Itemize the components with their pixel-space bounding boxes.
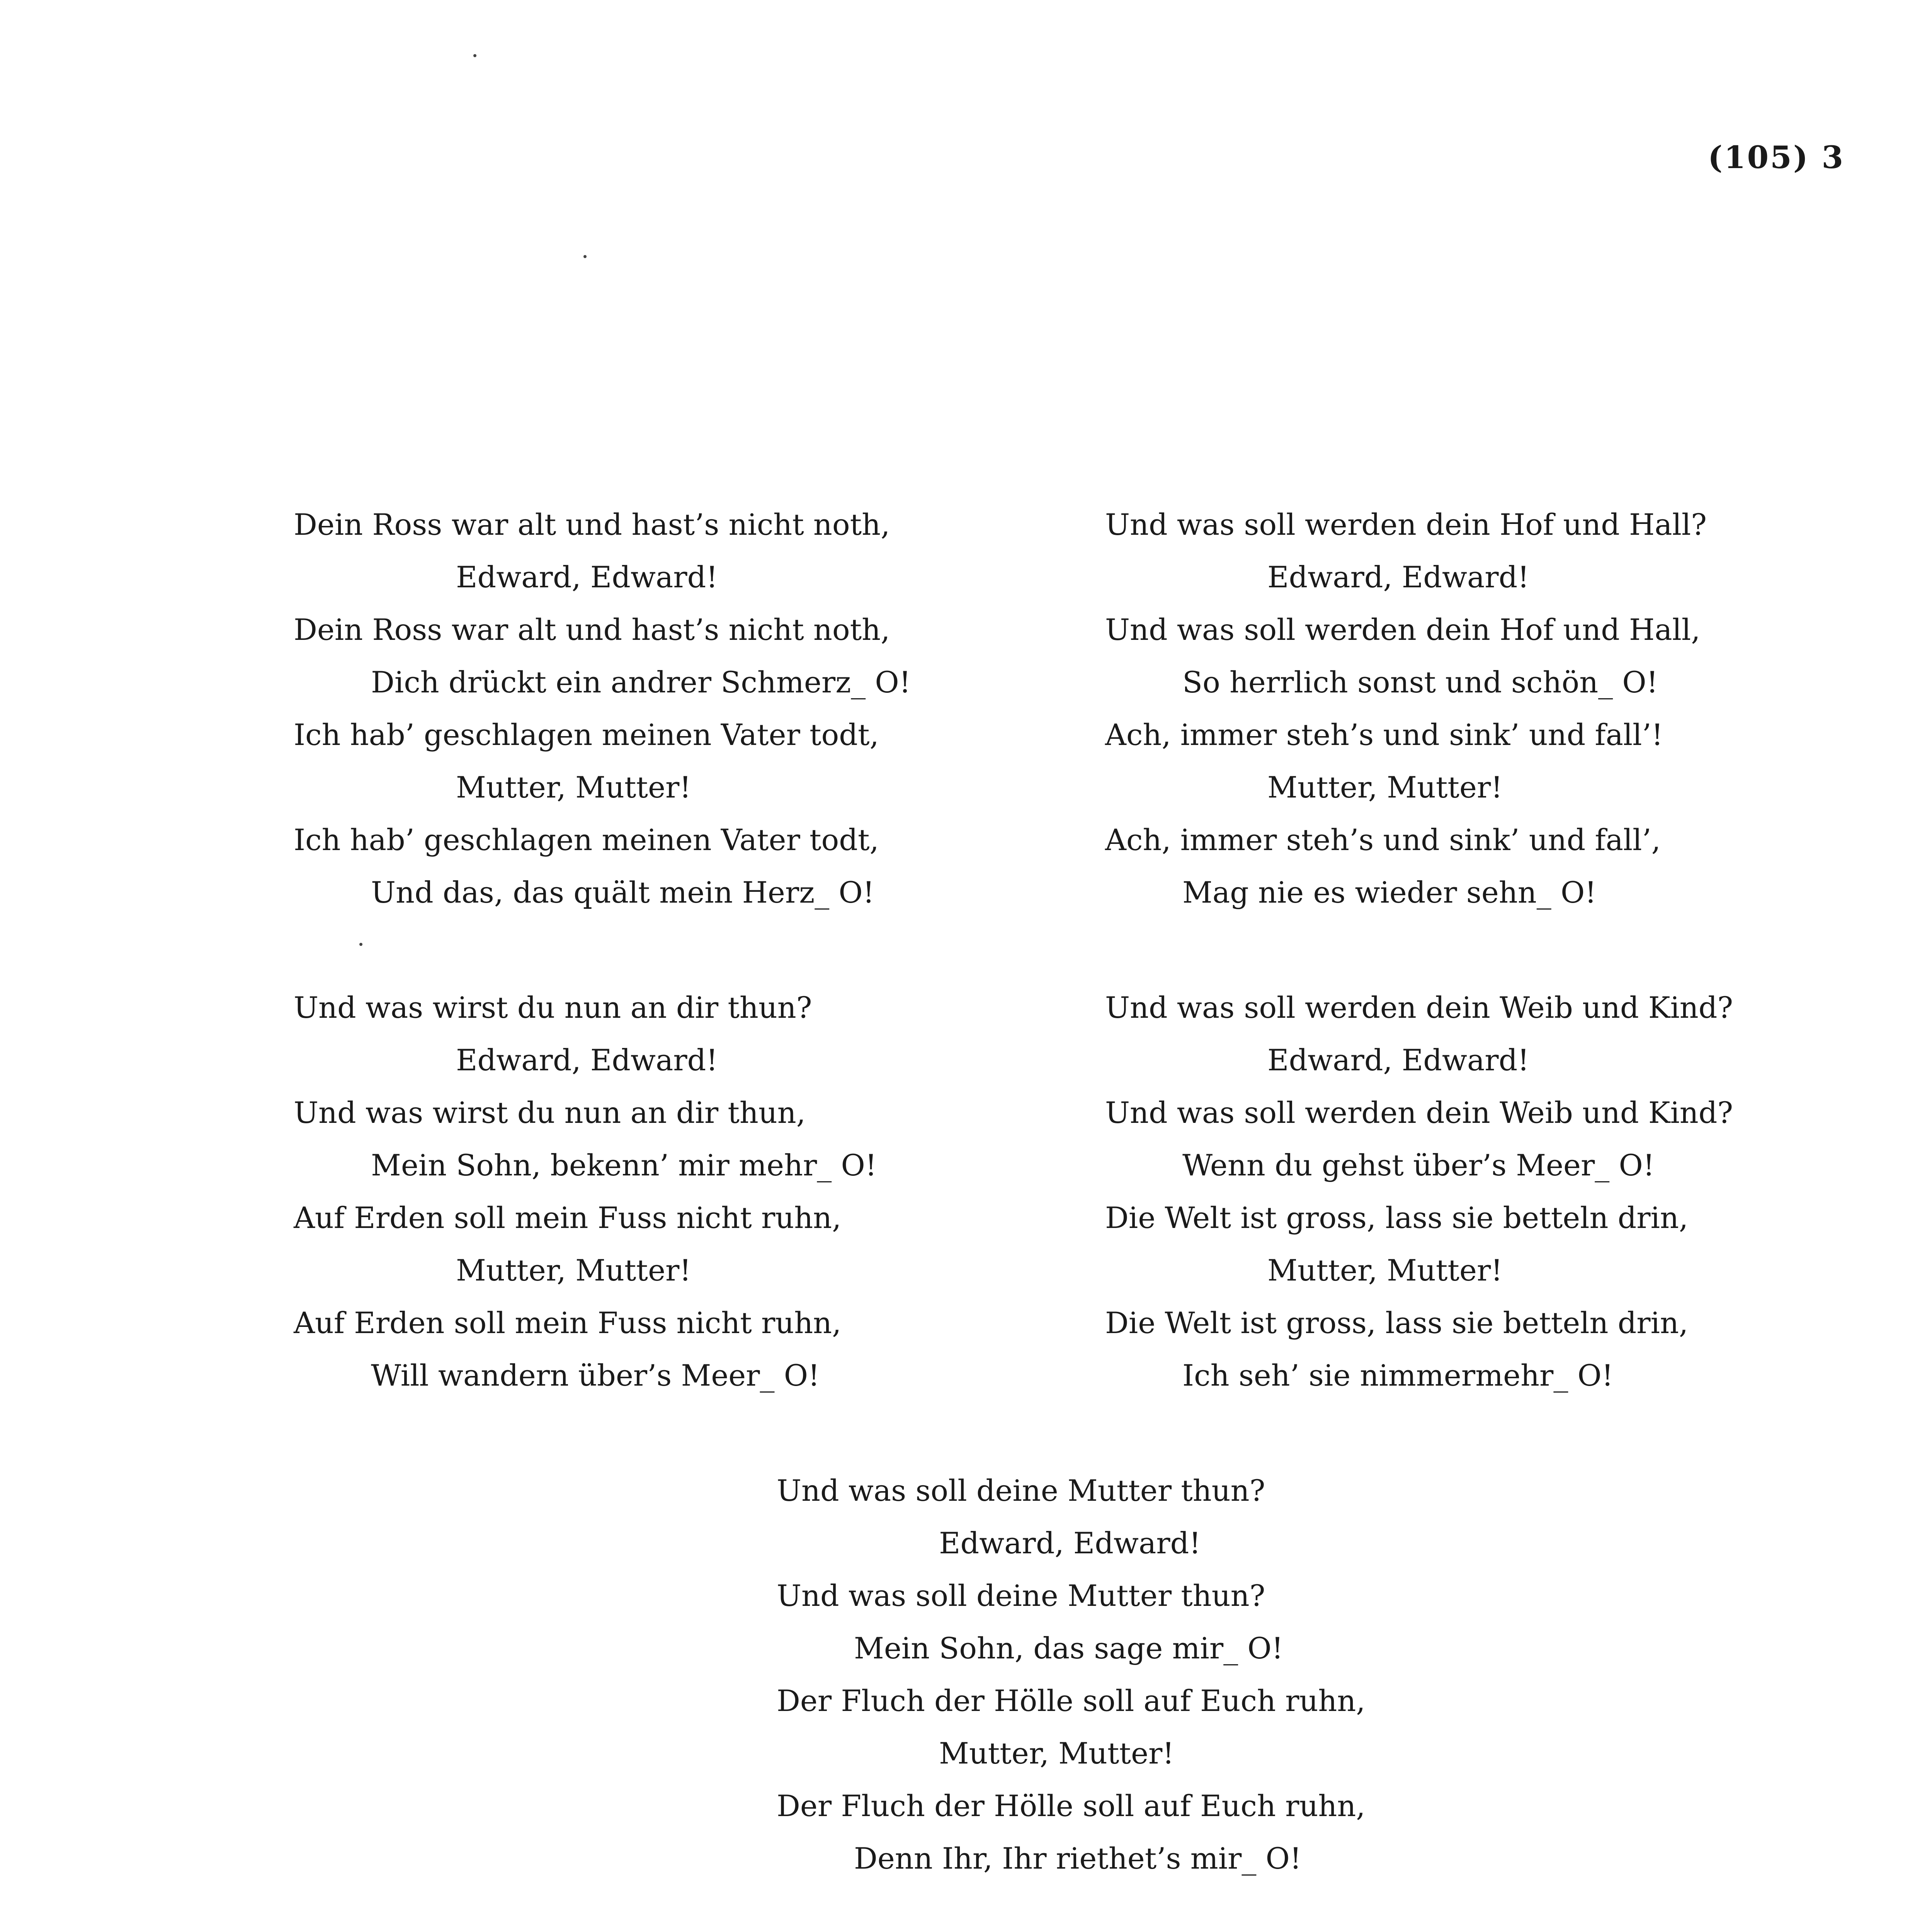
stanza-5 <box>777 1464 1365 1885</box>
verse-line: Dich drückt ein andrer Schmerz_ O! <box>371 665 911 699</box>
page-number: (105) 3 <box>1708 139 1845 175</box>
verse-line-refrain: Edward, Edward! <box>456 1043 718 1077</box>
verse-line-refrain: Edward, Edward! <box>456 560 718 594</box>
verse-line: Auf Erden soll mein Fuss nicht ruhn, <box>294 1306 842 1340</box>
verse-line: Und was soll werden dein Hof und Hall, <box>1105 612 1701 647</box>
verse-line-refrain: Edward, Edward! <box>1267 560 1529 594</box>
stanza-2 <box>294 981 877 1402</box>
verse-line-refrain: Mutter, Mutter! <box>1267 770 1503 804</box>
verse-line-refrain: Edward, Edward! <box>1267 1043 1529 1077</box>
paper-speck <box>583 255 587 258</box>
verse-line: Ich hab’ geschlagen meinen Vater todt, <box>294 718 879 752</box>
verse-line: Und was wirst du nun an dir thun? <box>294 990 812 1025</box>
verse-line: Der Fluch der Hölle soll auf Euch ruhn, <box>777 1684 1366 1718</box>
stanza-4 <box>1105 981 1733 1402</box>
verse-line-refrain: Mutter, Mutter! <box>456 1253 691 1287</box>
paper-speck <box>359 943 362 946</box>
verse-line: So herrlich sonst und schön_ O! <box>1182 665 1658 699</box>
verse-line: Und was wirst du nun an dir thun, <box>294 1095 806 1130</box>
verse-line: Will wandern über’s Meer_ O! <box>371 1358 820 1393</box>
verse-line: Und was soll werden dein Hof und Hall? <box>1105 507 1707 542</box>
verse-line: Denn Ihr, Ihr riethet’s mir_ O! <box>854 1841 1302 1876</box>
verse-line: Wenn du gehst über’s Meer_ O! <box>1182 1148 1655 1182</box>
verse-line: Die Welt ist gross, lass sie betteln drin, <box>1105 1201 1689 1235</box>
verse-line: Mein Sohn, das sage mir_ O! <box>854 1631 1284 1665</box>
stanza-3 <box>1105 498 1707 919</box>
verse-line: Auf Erden soll mein Fuss nicht ruhn, <box>294 1201 842 1235</box>
verse-line: Ich hab’ geschlagen meinen Vater todt, <box>294 823 879 857</box>
verse-line: Und was soll werden dein Weib und Kind? <box>1105 1095 1733 1130</box>
stanza-1 <box>294 498 911 919</box>
paper-speck <box>473 54 476 57</box>
verse-line: Und was soll werden dein Weib und Kind? <box>1105 990 1733 1025</box>
verse-line: Ach, immer steh’s und sink’ und fall’! <box>1105 718 1663 752</box>
verse-line: Mein Sohn, bekenn’ mir mehr_ O! <box>371 1148 877 1182</box>
verse-line-refrain: Edward, Edward! <box>939 1526 1201 1560</box>
verse-line: Die Welt ist gross, lass sie betteln drin, <box>1105 1306 1689 1340</box>
verse-line: Dein Ross war alt und hast’s nicht noth, <box>294 612 890 647</box>
verse-line: Und was soll deine Mutter thun? <box>777 1578 1265 1613</box>
verse-line: Ach, immer steh’s und sink’ und fall’, <box>1105 823 1661 857</box>
verse-line-refrain: Mutter, Mutter! <box>1267 1253 1503 1287</box>
verse-line: Der Fluch der Hölle soll auf Euch ruhn, <box>777 1789 1366 1823</box>
verse-line: Und was soll deine Mutter thun? <box>777 1473 1265 1508</box>
verse-line-refrain: Mutter, Mutter! <box>456 770 691 804</box>
verse-line: Dein Ross war alt und hast’s nicht noth, <box>294 507 890 542</box>
verse-line-refrain: Mutter, Mutter! <box>939 1736 1174 1770</box>
verse-line: Ich seh’ sie nimmermehr_ O! <box>1182 1358 1614 1393</box>
verse-line: Und das, das quält mein Herz_ O! <box>371 875 875 910</box>
verse-line: Mag nie es wieder sehn_ O! <box>1182 875 1597 910</box>
